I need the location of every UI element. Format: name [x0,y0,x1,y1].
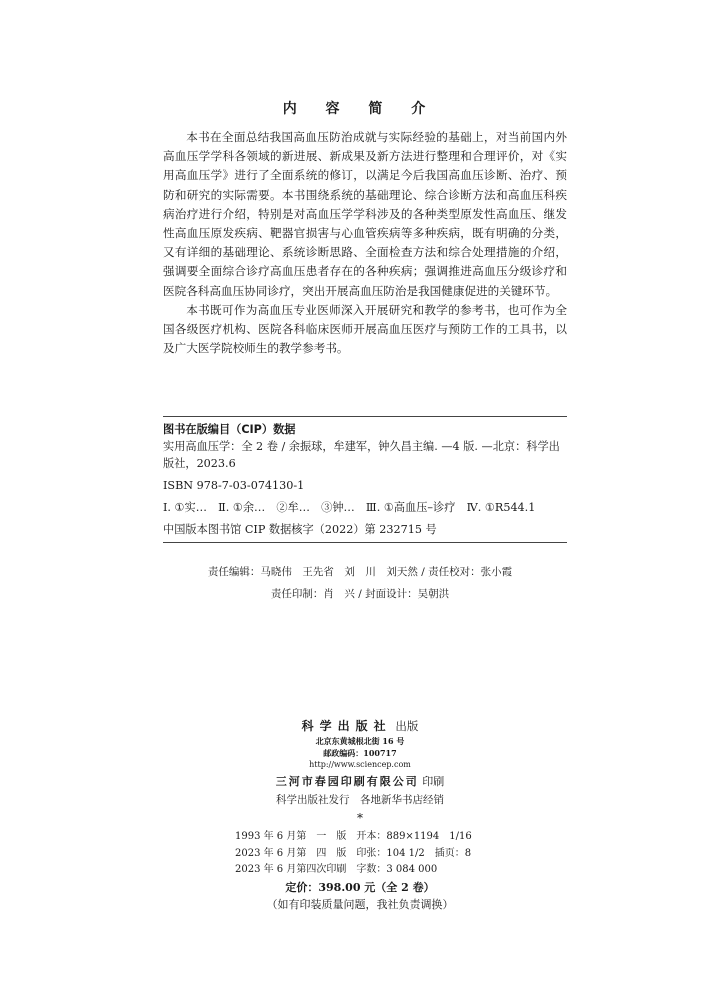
cip-isbn: ISBN 978-7-03-074130-1 [163,479,305,492]
intro-title: 内 容 简 介 [282,101,438,117]
intro-paragraph: 本书既可作为高血压专业医师深入开展研究和教学的参考书，也可作为全国各级医疗机构、医院各科临床医师开展高血压医疗与预防工作的工具书，以及广大医学院校师生的教学参考书。 [163,302,567,356]
cip-heading: 图书在版编目（CIP）数据 [163,423,296,436]
intro-body [163,128,567,358]
publisher-address: 北京东黄城根北街 16 号 [315,736,405,746]
credits [0,561,720,605]
publisher-suffix: 出版 [395,719,419,733]
editors-line: 责任编辑：马晓伟 王先省 刘 川 刘天然 / 责任校对：张小霞 [207,566,513,578]
edition-line: 1993 年 6 月第 一 版 开本：889×1194 1/16 [235,831,472,842]
cip-divider [163,542,567,543]
edition-line: 2023 年 6 月第 四 版 印张：104 1/2 插页：8 [235,847,472,859]
cip-record: 实用高血压学：全 2 卷 / 余振球，牟建军，钟久昌主编. —4 版. —北京：科学出版社，2023.6 [163,440,560,470]
cip-number: 中国版本图书馆 CIP 数据核字（2022）第 232715 号 [163,523,437,536]
publisher-seal: 科学出版社 [301,719,392,733]
price: 定价：398.00 元（全 2 卷） [285,880,435,894]
edition-info [235,829,485,879]
colophon [0,717,720,913]
printer-suffix: 印刷 [422,775,445,788]
cip-classification: Ⅰ. ①实… Ⅱ. ①余… ②牟… ③钟… Ⅲ. ①高血压–诊疗 Ⅳ. ①R544.1 [163,501,536,514]
printer-seal: 三河市春园印刷有限公司 [275,775,419,788]
printer-line [0,773,720,791]
publisher-line [0,717,720,735]
separator-star: * [357,811,363,825]
distribution-line: 科学出版社发行 各地新华书店经销 [276,794,444,806]
publisher-postcode: 邮政编码：100717 [323,748,397,758]
cip-block [163,416,567,543]
quality-notice: （如有印装质量问题，我社负责调换） [266,897,454,911]
production-line: 责任印制：肖 兴 / 封面设计：吴朝洪 [270,588,450,600]
edition-line: 2023 年 6 月第四次印刷 字数：3 084 000 [235,864,438,875]
publisher-website: http://www.sciencep.com [309,760,411,769]
intro-paragraph: 本书在全面总结我国高血压防治成就与实际经验的基础上，对当前国内外高血压学学科各领域的新进展、新成果及新方法进行整理和合理评价，对《实用高血压学》进行了全面系统的修订，以满足今后我国高血压诊断、治疗、预防和研究的实际需要。本书围绕系统的基础理论、综合诊断方法和高血压科疾病治疗进行介绍，特别是对高血压学学科涉及的各种类型原发性高血压、继发性高血压原发疾病、靶器官损害与心血管疾病等多种疾病，既有明确的分类，又有详细的基础理论、系统诊断思路、全面检查方法和综合处理措施的介绍，强调要全面综合诊疗高血压患者存在的各种疾病；强调推进高血压分级诊疗和医院各科高血压协同诊疗，突出开展高血压防治是我国健康促进的关键环节。 [163,130,567,298]
